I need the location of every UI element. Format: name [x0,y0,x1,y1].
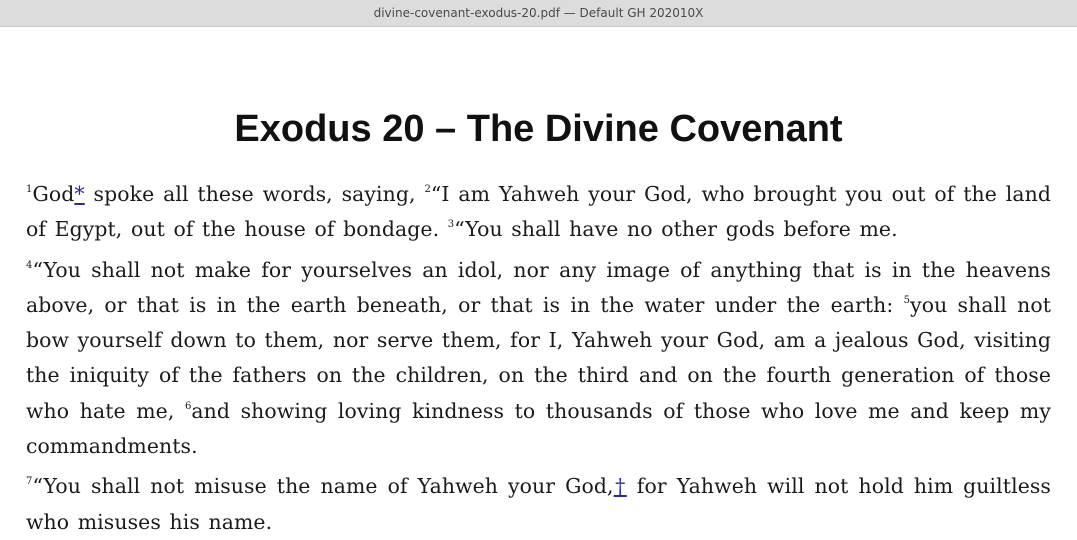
verse-text: “You shall not make for yourselves an idol, nor any image of anything that is in the heavens above, or that is in the earth beneath, or that is in the water under the earth: [26,257,1051,317]
window-title: divine-covenant-exodus-20.pdf — Default GH 202010X [373,6,704,20]
verse-number: 3 [447,219,455,231]
paragraph-verse-7 [26,469,1051,540]
verse-number: 6 [184,400,192,412]
verse-text: you shall not bow yourself down to them, nor serve them, for I, Yahweh your God, am a jealous God, visiting the iniquity of the fathers on the children, on the third and on the fourth generation of those who hate me, [26,292,1052,423]
paragraph-verses-4-6 [26,253,1051,465]
verse-text: and showing loving kindness to thousands of those who love me and keep my commandments. [26,398,1051,459]
verse-number: 2 [424,184,431,195]
verse-number: 7 [26,476,33,488]
verse-number: 5 [903,294,911,306]
verse-text: “You shall not misuse the name of Yahweh your God, [32,474,614,499]
document-page [0,107,1077,540]
footnote-link[interactable]: * [74,182,85,206]
footnote-link[interactable]: † [613,474,627,499]
verse-text: “I am Yahweh your God, who brought you out of the land of Egypt, out of the house of bondage. [26,182,1051,242]
verse-text: “You shall have no other gods before me. [454,217,898,242]
verse-text: God [32,182,75,206]
verse-text: for Yahweh will not hold him guiltless who misuses his name. [26,474,1051,534]
verse-number: 4 [26,259,33,271]
paragraph-verses-1-3 [26,177,1051,248]
page-title: Exodus 20 – The Divine Covenant [234,108,843,150]
window-titlebar [0,0,1077,27]
verse-text: spoke all these words, saying, [84,182,425,206]
verse-number: 1 [26,184,33,195]
